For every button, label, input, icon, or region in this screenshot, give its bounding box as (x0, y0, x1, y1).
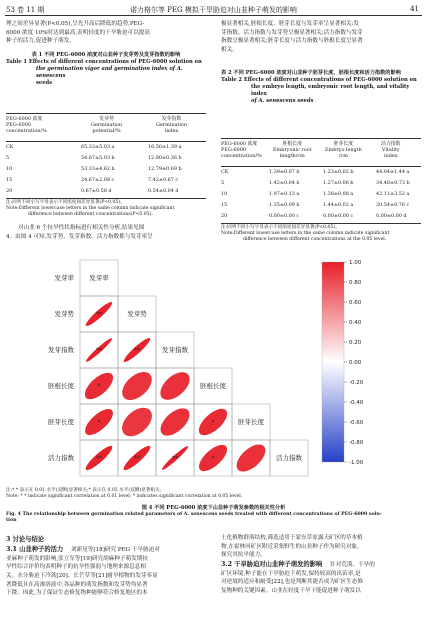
table-rule (6, 198, 206, 199)
table-rule (221, 223, 421, 224)
correlation-ellipse (232, 439, 270, 476)
figure4-caption (6, 505, 421, 525)
significance-mark: ** (172, 455, 178, 462)
text-line: 复物种的关键因素。山韭在轻度干旱下能促进种子萌发以 (221, 588, 361, 595)
significance-mark: * (211, 419, 215, 426)
text-line: 探究其抗旱能力。 (221, 552, 266, 559)
significance-mark: ** (96, 455, 102, 462)
text-line: 4。由图 4 可知,发芽势、发芽指数、活力指数都与发芽率呈 (6, 233, 153, 240)
significance-mark: ** (134, 347, 140, 354)
colorbar-tick-label: -1.00 (349, 460, 364, 466)
row-label: 发芽势 (54, 310, 74, 318)
text-line: 矿区环境,种子能在干旱胁迫下萌发,保持较高的出苗率,是 (221, 570, 361, 577)
table1: PEG-6000 浓度 PEG-6000 concentration/% 发芽势 Germination potential/% 发芽指数 Germination index CK 65.33±5.03 a 16.50±1.39 a 5 54.67±5.03 b 12.80±0.36 b 10 53.33±4.62 b 12.79±0.69 b 15 24.67±2.08 c 7.42±0.67 c 20 0.67±0.58 d 0.54±0.04 d (6, 113, 206, 203)
row-label: 发芽率 (54, 274, 74, 282)
figure4-note: 注:* * 表示在 0.01 水平(双侧)显著相关;* 表示在 0.05 水平(双侧)显著相关。 Note: * * indicate significant correlation at 0.01 level; * indicates significant correlation at 0.05 level. (6, 488, 243, 499)
diagonal-label: 发芽率 (89, 274, 109, 282)
correlation-ellipse (117, 402, 158, 442)
diagonal-label: 发芽指数 (162, 346, 188, 354)
table1-title-en: Table 1 Effects of different concentrations of PEG-6000 solution on (6, 59, 202, 66)
text-line: 旱性综合评价均表明种子的抗旱性强弱与地理来源息息相 (6, 564, 146, 571)
text-line: 著降低且在高渗溶液中,各品种的萌发指数和发芽势均显著 (6, 581, 148, 588)
table1-title-cn: 表 1 不同 PEG-6000 浓度对山韭种子发芽势及发芽指数的影响 (31, 52, 181, 58)
table2-header-col3: 胚芽长度 Embryo length /cm (325, 141, 362, 159)
page-number: 41 (410, 5, 419, 13)
colorbar-gradient (322, 262, 344, 462)
table-rule (6, 113, 206, 114)
table1-header-col2: 发芽势 Germination potential/% (91, 116, 123, 134)
correlation-ellipse (156, 403, 195, 440)
colorbar-tick-label: 0.40 (349, 320, 362, 326)
row-label: 胚芽长度 (48, 418, 74, 426)
figure4-caption-cn: 图 4 不同 PEG-6000 浓度下山韭种子萌发参数的相关性分析 (141, 505, 286, 511)
significance-mark: * (97, 419, 101, 426)
text-line: 3.1 山韭种子的活力 刘新星等[18]研究 PEG 干旱胁迫对 (6, 546, 160, 553)
significance-mark: ** (96, 311, 102, 318)
table1-header-col1: PEG-6000 浓度 PEG-6000 concentration/% (6, 116, 47, 134)
table1-header-col3: 发芽指数 Germination index (156, 116, 188, 134)
row-label: 胚根长度 (48, 382, 74, 390)
colorbar-tick-label: -0.40 (349, 400, 364, 406)
table2: PEG-6000 浓度 PEG-6000 concentration/% 胚根长度 Embryonic root length/cm 胚芽长度 Embryo length /cm 活力指数 Vitality index CK 1.39±0.07 b 1.23±0.02 b 44.04±1.44 a 5 1.42±0.04 b 1.27±0.06 b 34.48±0.73 b 10 1.97±0.13 a 1.38±0.08 a 42.11±3.52 a 15 1.35±0.09 b 1.44±0.02 a 20.54±0.76 c 20 0.00±0.00 c 0.00±0.00 c 0.00±0.00 d (221, 138, 421, 228)
table2-title-en-3: of A. senescens seeds (251, 98, 314, 105)
text-line: 理之间差异显著(P<0.05),呈先升高后降低的趋势,PEG- (6, 21, 145, 27)
table2-title-en-2: the embryo length, embryonic root length, and vitality index (251, 84, 410, 98)
text-line: 土化植物群落结构,筛选适用于蒙东草原露天矿区的草本植 (221, 535, 363, 541)
section3-left (6, 534, 206, 598)
table-rule (221, 166, 421, 167)
text-line: 6000 浓度 10%时达到最高,表明轻度的干旱胁迫可以提高 (6, 29, 150, 36)
running-title: 诺力格尔等 PEG 模拟干旱胁迫对山韭种子萌发的影响 (130, 6, 297, 14)
colorbar-tick-label: -0.60 (349, 420, 364, 426)
row-label: 发芽指数 (48, 346, 74, 354)
diagonal-label: 活力指数 (276, 454, 302, 462)
table2-caption (221, 70, 421, 105)
text-line: 种子的活力,促进种子萌发。 (6, 38, 75, 45)
header-rule (5, 15, 422, 16)
subsection-heading: 3.2 干旱胁迫对山韭种子萌发的影响 (221, 560, 323, 568)
colorbar-tick-label: 0.60 (349, 300, 362, 306)
table2-title-en: Table 2 Effects of different concentrations of PEG-6000 solution on (221, 77, 417, 84)
left-mid-paragraph (6, 224, 206, 241)
table2-title-cn: 表 2 不同 PEG-6000 浓度对山韭种子胚芽长度、胚根长度和活力指数的影响 (221, 70, 401, 76)
section-heading: 3 讨论与结论 (6, 536, 45, 543)
text-line: 指数呈极显著相关;胚芽长度与活力指数与胚根长度呈显著 (221, 38, 363, 45)
table1-caption (6, 52, 206, 87)
correlation-ellipse (155, 367, 194, 405)
text-line: 对山韭 6 个抗旱性状指标进行相关性分析,结果见图 (18, 225, 145, 231)
figure4-caption-en: Fig. 4 The relationship between germination related parameters of A. senescens seeds treated with different concentrations of PEG-6000 solu- (6, 512, 382, 518)
colorbar-tick-label: 0.00 (349, 360, 362, 366)
matrix-grid (80, 260, 308, 476)
table1-note: 注:同列不同小写字母表示不同浓度间差异显著(P<0.05)。 Note:Different lowercase letters in the same column indicate significant difference between different concentrations(P<0.05). (6, 200, 175, 217)
text-line: 对逆境的适应和耐受[22],也是判断其能否成为矿区生态修 (221, 579, 363, 586)
diagonal-label: 胚芽长度 (238, 418, 264, 426)
right-top-paragraph (221, 20, 421, 55)
table1-title-en-2: the germination vigor and germination index of A. senescens (36, 66, 183, 80)
text-line: 相关。 (221, 46, 238, 53)
table2-header-col2: 胚根长度 Embryonic root length/cm (273, 141, 312, 159)
correlation-cells (80, 300, 270, 477)
table2-header-col1: PEG-6000 浓度 PEG-6000 concentration/% (221, 141, 262, 159)
table-rule (6, 141, 206, 142)
subsection-heading: 3.1 山韭种子的活力 (6, 546, 64, 553)
table2-header-col4: 活力指数 Vitality index (381, 141, 401, 159)
figure4-caption-en-2: tion (6, 518, 17, 524)
significance-mark: * (97, 383, 101, 390)
colorbar-ticks (344, 260, 364, 466)
colorbar-tick-label: 1.00 (349, 260, 362, 266)
correlation-matrix-figure (0, 252, 427, 487)
significance-mark: ** (96, 347, 102, 354)
colorbar-tick-label: -0.20 (349, 380, 364, 386)
correlation-ellipse (117, 367, 157, 406)
diagonal-label: 胚根长度 (200, 382, 226, 390)
left-top-paragraph (6, 20, 206, 46)
text-line: 亚麻种子萌发的影响,张立军等[19]研究胡麻种子萌发期抗 (6, 555, 148, 562)
text-line: 下降。因此,为了保证生态修复物种能够符合修复地区的本 (6, 590, 148, 597)
table-rule (221, 138, 421, 139)
section3-right (221, 534, 421, 596)
text-line: 物,在霍林河矿区附近采集野生的山韭种子作为研究对象, (221, 543, 359, 550)
colorbar-tick-label: -0.80 (349, 440, 364, 446)
significance-mark: * (211, 455, 215, 462)
table2-note: 注:同列不同小写字母表示不同浓度间差异显著(P<0.05)。 Note:Different lowercase letters in the same column indicate significant difference between different concentrations at the 0.05 level. (221, 225, 390, 242)
text-line: 3.2 干旱胁迫对山韭种子萌发的影响 针对荒漠、干旱的 (221, 560, 375, 568)
text-line: 关。水分胁迫下冷蒿[20]、长芒草等[21]耐旱植物的发芽率显 (6, 573, 158, 580)
significance-mark: ** (134, 455, 140, 462)
colorbar-tick-label: 0.80 (349, 280, 362, 286)
diagonal-label: 发芽势 (127, 310, 147, 318)
text-line: 极显著相关,胚根长度、胚芽长度与发芽率呈显著相关;发 (221, 21, 359, 27)
table1-title-en-3: seeds (36, 80, 53, 87)
row-label: 活力指数 (48, 454, 74, 462)
colorbar-tick-label: 0.20 (349, 340, 362, 346)
text-line: 芽指数、活力指数与发芽势呈极显著相关;活力指数与发芽 (221, 29, 363, 36)
journal-volume: 53 卷 11 期 (6, 6, 45, 14)
colorbar (322, 260, 364, 466)
